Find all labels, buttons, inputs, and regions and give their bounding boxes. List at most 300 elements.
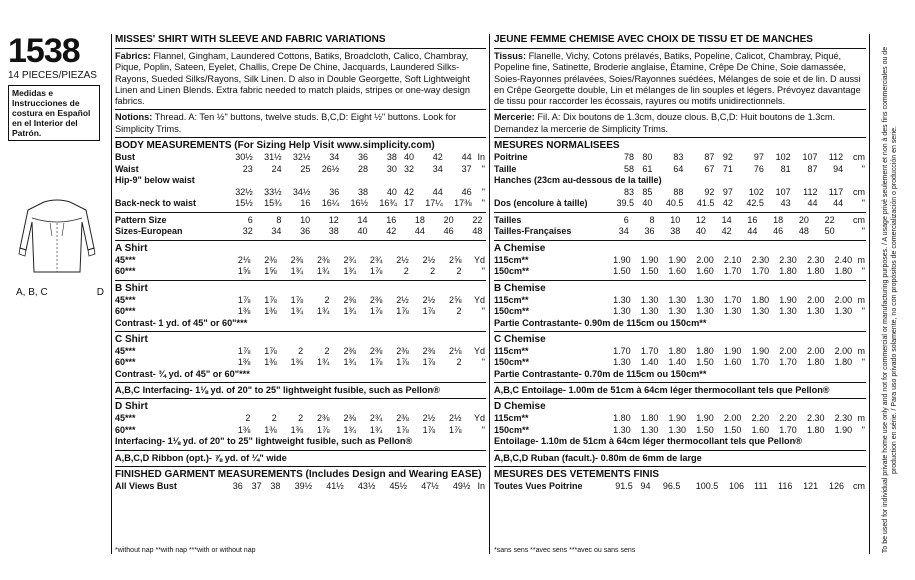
table-row — [115, 152, 486, 164]
table-cell: 97 — [722, 186, 733, 197]
row-label: Taille — [494, 163, 517, 174]
table-cell: 111 — [754, 481, 768, 492]
table-cell: 1¾ — [317, 357, 330, 368]
row-label: Pattern Size — [115, 214, 167, 225]
table-cell: 1⅜ — [290, 357, 304, 368]
table-cell: " — [481, 424, 485, 435]
table-cell: 87 — [807, 163, 818, 174]
table-cell: 1⅞ — [396, 357, 409, 368]
table-cell: 12 — [695, 214, 706, 225]
table-cell: 2⅜ — [264, 254, 277, 265]
table-cell: 92 — [704, 186, 715, 197]
en-a-table — [115, 255, 486, 278]
table-cell: 40 — [403, 152, 414, 163]
table-cell: 2⅛ — [237, 254, 251, 265]
table-row — [115, 481, 486, 493]
en-c-label: C Shirt — [115, 333, 148, 345]
en-b-contrast: Contrast- 1 yd. of 45" or 60"*** — [115, 317, 248, 328]
divider-middle — [489, 34, 490, 554]
table-cell: 36 — [644, 226, 655, 237]
table-cell: m — [857, 254, 865, 265]
table-cell: 1.80 — [834, 357, 853, 368]
table-cell: 49½ — [452, 481, 471, 492]
table-cell: 2⅜ — [317, 254, 330, 265]
table-cell: 1⅜ — [290, 424, 304, 435]
table-cell: 1.90 — [834, 424, 853, 435]
pieces-count: 14 PIECES/PIEZAS — [8, 70, 97, 81]
row-label: 150cm** — [494, 306, 530, 317]
table-cell: 34 — [329, 152, 340, 163]
row-label: Hanches (23cm au-dessous de la taille) — [494, 175, 662, 186]
table-row — [115, 266, 486, 278]
table-cell: 1.90 — [696, 413, 714, 424]
table-cell: 1.60 — [723, 357, 742, 368]
table-cell: 1.40 — [640, 357, 659, 368]
table-cell: 36 — [232, 481, 243, 492]
table-row — [115, 198, 486, 210]
table-cell: 71 — [722, 163, 733, 174]
table-row — [494, 215, 866, 227]
table-row — [494, 255, 866, 267]
table-cell: 2 — [456, 266, 462, 277]
table-cell: 2⅜ — [343, 294, 356, 305]
table-cell: 1⅞ — [449, 424, 462, 435]
table-cell: 24 — [271, 163, 282, 174]
table-cell: 1⅞ — [396, 424, 409, 435]
table-cell: 16¾ — [379, 198, 397, 209]
row-label: 115cm** — [494, 294, 529, 305]
table-row — [494, 425, 866, 437]
table-cell: 40 — [695, 226, 706, 237]
table-cell: 34 — [618, 226, 629, 237]
table-cell: 2⅜ — [343, 345, 356, 356]
table-cell: 1.90 — [668, 413, 687, 424]
table-cell: 1.50 — [696, 424, 714, 435]
table-cell: 1.90 — [668, 254, 687, 265]
table-cell: 1.90 — [779, 294, 797, 305]
fr-title: JEUNE FEMME CHEMISE AVEC CHOIX DE TISSU ET DE MANCHES — [494, 34, 813, 45]
table-cell: 38 — [358, 186, 369, 197]
en-fabrics: Fabrics: Flannel, Gingham, Laundered Cottons, Batiks, Broadcloth, Calico, Chambray, Pique, Poplin, Sateen, Eyelet, Challis, Crepe De Chine, Jacquards, Laundered Silks-Rayons, Sueded Silks/Rayons, Silk Linen. D also in Double Georgette, Soft Lightweight Linen and Linen Blends. Extra fabric needed to match plaids, stripes or one-way design fabrics. — [115, 51, 470, 107]
table-cell: 85 — [642, 186, 653, 197]
table-cell: 96.5 — [662, 481, 681, 492]
table-cell: 1.30 — [613, 357, 631, 368]
table-cell: 38 — [670, 226, 681, 237]
row-label: Waist — [115, 163, 139, 174]
table-cell: 39.5 — [616, 198, 634, 209]
row-label: Tailles — [494, 214, 522, 225]
table-cell: 2 — [430, 266, 436, 277]
table-cell: 47½ — [421, 481, 439, 492]
table-cell: 40 — [386, 186, 397, 197]
table-row — [115, 215, 486, 227]
table-cell: 44 — [432, 186, 443, 197]
table-cell: 91.5 — [615, 481, 633, 492]
table-cell: 67 — [704, 163, 715, 174]
table-cell: 107 — [802, 152, 818, 163]
row-label: 115cm** — [494, 345, 529, 356]
table-cell: 2 — [271, 413, 277, 424]
table-cell: 2⅜ — [396, 345, 409, 356]
table-cell: 33½ — [264, 186, 282, 197]
table-cell: 1.60 — [696, 266, 714, 277]
en-finished-table — [115, 481, 486, 493]
table-cell: 36 — [329, 186, 340, 197]
row-label: Back-neck to waist — [115, 198, 197, 209]
table-cell: 2.30 — [751, 254, 770, 265]
table-cell: 2⅝ — [449, 294, 462, 305]
table-cell: " — [861, 357, 865, 368]
en-size-table — [115, 215, 486, 238]
table-row — [115, 175, 486, 187]
table-cell: 16 — [747, 214, 758, 225]
table-cell: 2½ — [422, 294, 436, 305]
table-cell: 2⅜ — [317, 413, 330, 424]
table-cell: 117 — [828, 186, 844, 197]
en-d-table — [115, 413, 486, 436]
table-cell: 2 — [324, 294, 330, 305]
table-cell: 102 — [748, 186, 764, 197]
table-cell: 1¾ — [317, 266, 330, 277]
table-cell: 2 — [298, 345, 304, 356]
table-cell: 10 — [670, 214, 681, 225]
table-cell: 112 — [828, 152, 844, 163]
table-cell: 83 — [623, 186, 634, 197]
table-cell: 41.5 — [696, 198, 715, 209]
table-cell: 1.80 — [696, 345, 714, 356]
table-cell: 1.80 — [668, 345, 687, 356]
table-cell: 107 — [775, 186, 791, 197]
table-cell: 1.80 — [640, 413, 659, 424]
table-cell: 46 — [443, 226, 454, 237]
row-label: Sizes-European — [115, 226, 183, 237]
table-cell: 1.90 — [613, 254, 631, 265]
fr-a-table — [494, 255, 866, 278]
table-cell: 58 — [623, 163, 634, 174]
table-row — [115, 164, 486, 176]
table-row — [115, 413, 486, 425]
table-cell — [483, 215, 486, 227]
table-row — [494, 164, 866, 176]
usage-note-text: To be used for individual private home use only and not for commercial or manufacturing purposes. / A usage privé seulement et non à des fins commerciales ou de production en série. / Para uso privado solamente, no con propósitos de comercialización o producción en serie. — [882, 46, 898, 554]
table-cell: 43 — [780, 198, 791, 209]
table-cell: 87 — [704, 152, 715, 163]
fr-notions: Mercerie: Fil. A: Dix boutons de 1.3cm, douze clous. B,C,D: Huit boutons de 1.3cm. Demandez la mercerie de Simplicity Trims. — [494, 112, 836, 134]
row-label: 150cm** — [494, 266, 530, 277]
table-row — [115, 346, 486, 358]
table-cell: 1⅞ — [237, 294, 251, 305]
table-cell: 18 — [414, 214, 425, 225]
table-cell: cm — [853, 214, 865, 225]
row-label: Toutes Vues Poitrine — [494, 481, 583, 492]
table-row — [494, 346, 866, 358]
table-row — [494, 175, 866, 187]
table-cell: 2.00 — [779, 345, 797, 356]
table-cell: 6 — [247, 214, 253, 225]
table-row — [494, 266, 866, 278]
table-cell: 1¾ — [343, 357, 356, 368]
table-cell: 26½ — [321, 163, 340, 174]
en-b-table — [115, 295, 486, 318]
view-label-abc: A, B, C — [16, 287, 48, 298]
fr-c-label: C Chemise — [494, 333, 546, 345]
table-cell: 42 — [721, 226, 732, 237]
table-cell: 44 — [461, 152, 472, 163]
table-cell: m — [857, 294, 865, 305]
table-cell: 2.20 — [779, 413, 797, 424]
table-cell: 1.90 — [640, 254, 659, 265]
fr-body-heading: MESURES NORMALISEES — [494, 140, 620, 152]
table-cell: 48 — [472, 226, 483, 237]
table-cell: 2⅜ — [396, 413, 409, 424]
table-cell: 2.00 — [696, 254, 714, 265]
table-cell: 78 — [623, 152, 634, 163]
table-cell: Yd — [473, 294, 485, 305]
table-row — [494, 306, 866, 318]
shirt-back-sketch — [14, 196, 100, 276]
table-row — [115, 295, 486, 307]
table-cell: 1.70 — [723, 266, 742, 277]
table-row — [494, 226, 866, 238]
table-cell: 38 — [386, 152, 397, 163]
table-cell: " — [861, 198, 865, 209]
table-cell: 23 — [242, 163, 253, 174]
table-cell: 2⅜ — [369, 345, 383, 356]
table-cell: 1.70 — [751, 266, 770, 277]
table-row — [115, 425, 486, 437]
en-ribbon: A,B,C,D Ribbon (opt.)- ⅞ yd. of ¼" wide — [115, 452, 287, 463]
table-cell: 1.30 — [613, 294, 631, 305]
row-label: 45*** — [115, 254, 136, 265]
table-cell: " — [481, 186, 485, 197]
table-cell: 2.20 — [751, 413, 770, 424]
table-cell: 88 — [673, 186, 684, 197]
table-cell: 8 — [276, 214, 282, 225]
table-cell: 1.80 — [834, 266, 853, 277]
table-cell: 37 — [461, 163, 472, 174]
table-cell: 25 — [300, 163, 311, 174]
english-column — [115, 34, 486, 493]
table-row — [494, 357, 866, 369]
row-label: Poitrine — [494, 152, 528, 163]
table-cell: 92 — [722, 152, 733, 163]
table-cell: 1.50 — [640, 266, 659, 277]
table-cell: 1⅝ — [264, 266, 277, 277]
table-cell: 8 — [649, 214, 655, 225]
table-cell: 2½ — [449, 413, 462, 424]
table-cell: 2½ — [422, 413, 436, 424]
spanish-note: Medidas e Instrucciones de costura en Español en el Interior del Patrón. — [8, 85, 100, 141]
en-a-label: A Shirt — [115, 242, 148, 254]
table-cell: 2½ — [396, 254, 409, 265]
table-cell: 94 — [833, 163, 844, 174]
table-cell: 34½ — [292, 186, 311, 197]
usage-note — [869, 40, 911, 560]
table-cell: 126 — [828, 481, 844, 492]
table-cell: 42 — [432, 152, 443, 163]
en-c-table — [115, 346, 486, 369]
table-cell: 1⅜ — [237, 424, 251, 435]
table-cell: 1¾ — [317, 306, 330, 317]
table-row — [494, 481, 866, 493]
table-row — [115, 187, 486, 199]
fr-a-label: A Chemise — [494, 242, 546, 254]
table-cell: 1¾ — [290, 266, 304, 277]
table-cell: 36 — [358, 152, 369, 163]
view-label-d: D — [96, 287, 104, 298]
table-cell: 1¾ — [343, 306, 356, 317]
table-cell: 2 — [245, 413, 251, 424]
table-cell: 1⅞ — [237, 345, 251, 356]
table-cell: 1⅜ — [237, 357, 251, 368]
table-cell: 1.40 — [668, 357, 687, 368]
table-cell: 46 — [773, 226, 784, 237]
table-cell: 2.00 — [806, 345, 825, 356]
table-cell: 16½ — [350, 198, 369, 209]
table-row — [115, 357, 486, 369]
table-cell: 1.80 — [751, 294, 770, 305]
table-cell: 2½ — [422, 254, 436, 265]
table-cell: 2⅜ — [422, 345, 436, 356]
en-title: MISSES' SHIRT WITH SLEEVE AND FABRIC VARIATIONS — [115, 34, 386, 45]
fr-d-label: D Chemise — [494, 401, 546, 413]
table-cell: 28 — [358, 163, 369, 174]
table-cell: 43½ — [357, 481, 376, 492]
table-row — [115, 255, 486, 267]
table-cell: 1⅞ — [369, 306, 383, 317]
table-row — [115, 226, 486, 238]
table-cell: 22 — [472, 214, 483, 225]
table-cell: 42 — [386, 226, 397, 237]
table-cell: 1.30 — [613, 424, 631, 435]
table-cell: 44 — [833, 198, 844, 209]
row-label: 60*** — [115, 266, 136, 277]
table-cell: 20 — [443, 214, 454, 225]
table-cell: 112 — [803, 186, 818, 197]
row-label — [115, 187, 225, 199]
table-cell: 80 — [642, 152, 653, 163]
table-cell: 1⅞ — [396, 306, 409, 317]
table-cell: 83 — [673, 152, 684, 163]
table-cell: 36 — [300, 226, 311, 237]
table-cell: Yd — [473, 413, 485, 424]
table-cell: 1.30 — [668, 306, 687, 317]
table-cell: " — [861, 424, 865, 435]
table-cell: 1.70 — [723, 294, 742, 305]
row-label: Hip-9" below waist — [115, 175, 195, 186]
table-row — [494, 152, 866, 164]
table-cell: 1¾ — [343, 424, 356, 435]
table-cell: 34 — [271, 226, 282, 237]
table-cell: 40 — [357, 226, 368, 237]
table-cell: 1.30 — [751, 306, 770, 317]
table-cell: 1.30 — [723, 306, 742, 317]
table-cell: 1.30 — [696, 306, 714, 317]
table-cell: 2 — [456, 357, 462, 368]
table-cell: 100.5 — [695, 481, 719, 492]
fr-d-interfacing: Entoilage- 1.10m de 51cm à 64cm léger thermocollant tels que Pellon® — [494, 436, 803, 447]
table-cell: 42 — [403, 186, 414, 197]
table-cell: 116 — [778, 481, 793, 492]
en-footnote: *without nap **with nap ***with or without nap — [115, 547, 256, 554]
fr-finished-heading: MESURES DES VETEMENTS FINIS — [494, 469, 660, 481]
table-cell: m — [857, 413, 865, 424]
table-cell: 94 — [640, 481, 651, 492]
fr-b-table — [494, 295, 866, 318]
table-cell: 1.80 — [779, 266, 797, 277]
table-cell: 97 — [753, 152, 764, 163]
table-cell: 1⅞ — [369, 266, 383, 277]
table-row — [494, 198, 866, 210]
table-cell: 1⅞ — [264, 294, 277, 305]
table-cell: 1.80 — [806, 266, 825, 277]
table-cell: 17¼ — [425, 198, 443, 209]
table-cell: 1.30 — [640, 424, 659, 435]
pattern-number: 1538 — [8, 32, 80, 70]
table-cell: 2⅜ — [369, 294, 383, 305]
table-cell: " — [861, 306, 865, 317]
table-cell: 76 — [753, 163, 764, 174]
table-cell: 1.60 — [751, 424, 770, 435]
table-cell: " — [481, 163, 485, 174]
table-cell: 2 — [456, 306, 462, 317]
table-cell: 1¾ — [369, 424, 383, 435]
table-cell: 40.5 — [665, 198, 684, 209]
table-cell: 22 — [824, 214, 835, 225]
table-cell: 32½ — [292, 152, 311, 163]
table-cell: 1.70 — [613, 345, 631, 356]
table-cell: 31½ — [264, 152, 282, 163]
table-cell: 1.30 — [668, 424, 687, 435]
table-cell: 38 — [328, 226, 339, 237]
table-cell: 50 — [824, 226, 835, 237]
row-label: 45*** — [115, 294, 136, 305]
row-label: Dos (encolure à taille) — [494, 198, 588, 209]
table-cell: 2.30 — [806, 254, 825, 265]
table-cell: 1.70 — [779, 424, 797, 435]
table-cell: 102 — [775, 152, 791, 163]
table-row — [494, 413, 866, 425]
table-cell: 1⅜ — [264, 306, 277, 317]
table-cell: " — [481, 306, 485, 317]
table-cell: 14 — [721, 214, 732, 225]
table-cell: 64 — [673, 163, 684, 174]
table-cell: 2¾ — [343, 254, 356, 265]
table-cell: 6 — [623, 214, 629, 225]
table-cell: 12 — [328, 214, 339, 225]
table-cell: 20 — [798, 214, 809, 225]
fr-ribbon: A,B,C,D Ruban (facult.)- 0.80m de 6mm de large — [494, 452, 702, 463]
table-cell: 1.50 — [613, 266, 631, 277]
table-cell: 1.30 — [668, 294, 687, 305]
table-cell: " — [861, 163, 865, 174]
fr-c-table — [494, 346, 866, 369]
table-cell: 30 — [386, 163, 397, 174]
french-column — [494, 34, 866, 493]
table-cell: 30½ — [235, 152, 253, 163]
row-label: 45*** — [115, 345, 136, 356]
table-cell: 42 — [722, 198, 733, 209]
en-finished-heading: FINISHED GARMENT MEASUREMENTS (Includes Design and Wearing EASE) — [115, 469, 482, 481]
row-label: 60*** — [115, 357, 136, 368]
table-cell: 42.5 — [746, 198, 764, 209]
table-row — [494, 187, 866, 199]
table-cell: 1⅞ — [369, 357, 383, 368]
table-cell: 2 — [324, 345, 330, 356]
table-cell: " — [481, 198, 485, 209]
en-d-interfacing: Interfacing- 1⅛ yd. of 20" to 25" lightweight fusible, such as Pellon® — [115, 436, 413, 447]
en-notions: Notions: Thread. A: Ten ½" buttons, twelve studs. B,C,D: Eight ½" buttons. Look for Simplicity Trims. — [115, 112, 457, 134]
